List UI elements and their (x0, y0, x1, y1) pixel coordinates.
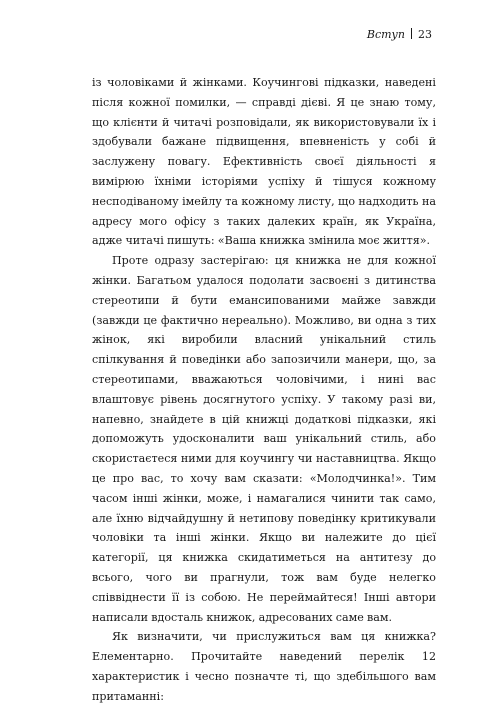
paragraph: Як визначити, чи прислужиться вам ця книжка? Елементарно. Прочитайте наведений перелік 12 характеристик і чесно позначте ті, що здебільшого вам притаманні: (92, 630, 436, 703)
paragraph-continuation: із чоловіками й жінками. Коучингові підказки, наведені після кожної помилки, — справді дієві. Я це знаю тому, що клієнти й читачі розповідали, як використовували їх і здобували бажане підвищення, впевненість у собі й заслужену повагу. Ефективність своєї діяльності я вимірюю їхніми історіями успіху й тішуся кожному несподіваному імейлу та кожному листу, що надходить на адресу мого офісу з таких далеких країн, як Україна, адже читачі пишуть: «Ваша книжка змінила моє життя». (92, 76, 436, 248)
running-header (367, 28, 432, 42)
header-divider (411, 28, 412, 39)
page-number: 23 (418, 28, 432, 41)
body-text (92, 73, 436, 707)
section-title: Вступ (366, 28, 405, 41)
paragraph: Проте одразу застерігаю: ця книжка не для кожної жінки. Багатьом удалося подолати засвоєні з дитинства стереотипи й бути емансипованими майже завжди (завжди це фактично нереально). Можливо, ви одна з тих жінок, які виробили власний унікальний стиль спілкування й поведінки або запозичили манери, що, за стереотипами, вважаються чоловічими, і нині вас влаштовує рівень досягнутого успіху. У такому разі ви, напевно, знайдете в цій книжці додаткові підказки, які допоможуть удосконалити ваш унікальний стиль, або скористаєтеся ними для коучингу чи наставництва. Якщо це про вас, то хочу вам сказати: «Молодчинка!». Тим часом інші жінки, може, і намагалися чинити так само, але їхню відчайдушну й нетипову поведінку критикували чоловіки та інші жінки. Якщо ви належите до цієї категорії, ця книжка скидатиметься на антитезу до всього, чого ви прагнули, тож вам буде нелегко співвіднести її із собою. Не переймайтеся! Інші автори написали вдосталь книжок, адресованих саме вам. (92, 254, 436, 624)
